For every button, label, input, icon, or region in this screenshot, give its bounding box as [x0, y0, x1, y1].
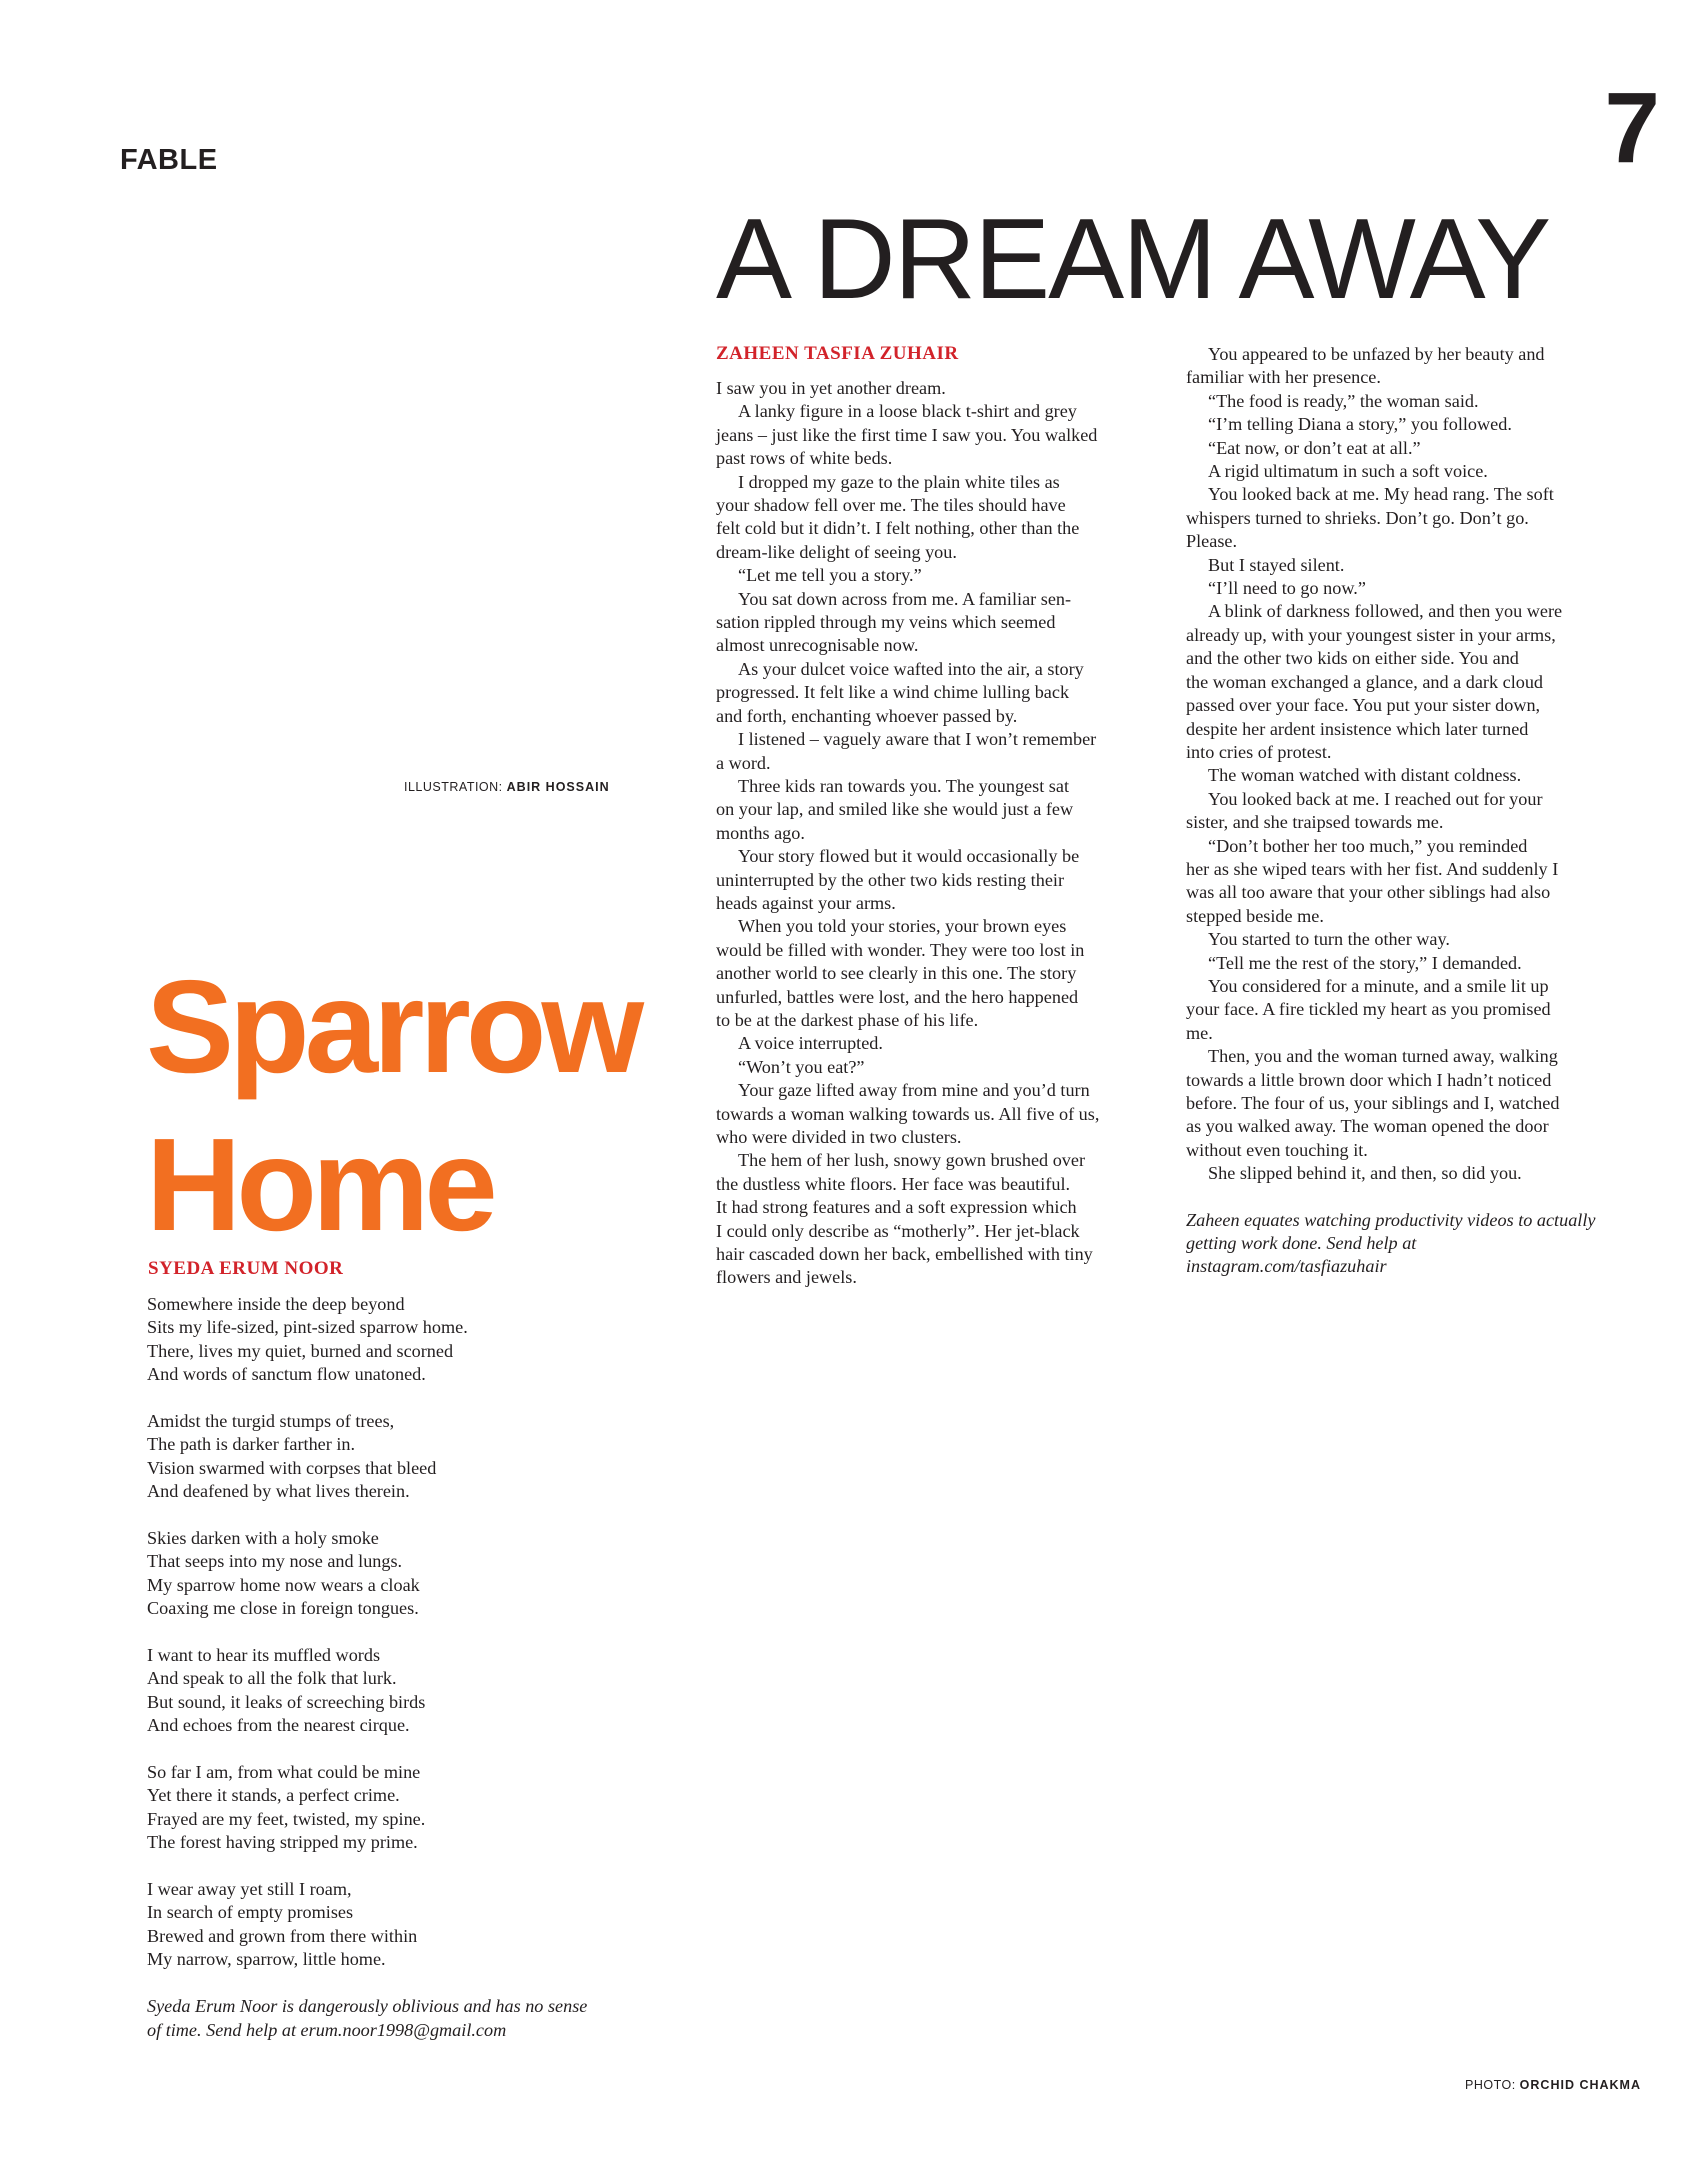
- story-line: towards a woman walking towards us. All five of us,: [716, 1103, 1100, 1124]
- illustration-credit: [404, 780, 610, 794]
- story-line: to be at the darkest phase of his life.: [716, 1009, 979, 1030]
- story-line: You appeared to be unfazed by her beauty and: [1208, 344, 1545, 364]
- story-line: into cries of protest.: [1186, 741, 1332, 762]
- poem-title-line-2: Home: [146, 1111, 493, 1258]
- illustration-credit-name: ABIR HOSSAIN: [506, 780, 610, 794]
- story-line: You considered for a minute, and a smile lit up: [1208, 975, 1549, 996]
- story-bio-line: instagram.com/tasfiazuhair: [1186, 1256, 1387, 1277]
- poem-line: The path is darker farther in.: [147, 1434, 356, 1455]
- story-line: familiar with her presence.: [1186, 367, 1381, 388]
- photo-credit-name: ORCHID CHAKMA: [1519, 2078, 1641, 2092]
- poem-bio-line: of time. Send help at erum.noor1998@gmail.com: [147, 2019, 507, 2040]
- story-line: “I’ll need to go now.”: [1208, 578, 1366, 599]
- poem-stanza: [147, 1293, 567, 1387]
- story-line: sation rippled through my veins which seemed: [716, 612, 1056, 633]
- story-line: past rows of white beds.: [716, 448, 893, 469]
- story-line: your face. A fire tickled my heart as you promised: [1186, 999, 1551, 1020]
- story-line: unfurled, battles were lost, and the hero happened: [716, 986, 1079, 1007]
- story-line: Your gaze lifted away from mine and you’d turn: [738, 1080, 1090, 1101]
- poem-author-bio: [147, 1995, 588, 2042]
- story-line: your shadow fell over me. The tiles should have: [716, 495, 1066, 516]
- story-line: I dropped my gaze to the plain white tiles as: [738, 471, 1060, 492]
- page-number: 7: [1604, 72, 1660, 184]
- poem-line: There, lives my quiet, burned and scorned: [147, 1340, 454, 1361]
- story-line: flowers and jewels.: [716, 1267, 857, 1288]
- story-headline: A DREAM AWAY: [716, 196, 1550, 323]
- story-byline: ZAHEEN TASFIA ZUHAIR: [716, 343, 959, 364]
- story-line: whispers turned to shrieks. Don’t go. Don’t go.: [1186, 507, 1529, 528]
- story-column-1: [716, 377, 1156, 1290]
- story-line: Your story flowed but it would occasionally be: [738, 846, 1080, 867]
- poem-stanza: [147, 1644, 567, 1738]
- story-line: as you walked away. The woman opened the door: [1186, 1116, 1549, 1137]
- story-line: without even touching it.: [1186, 1139, 1368, 1160]
- story-line: I could only describe as “motherly”. Her jet-black: [716, 1220, 1080, 1241]
- poem-line: Frayed are my feet, twisted, my spine.: [147, 1808, 426, 1829]
- poem-line: So far I am, from what could be mine: [147, 1762, 421, 1783]
- poem-line: I wear away yet still I roam,: [147, 1879, 352, 1900]
- story-line: A blink of darkness followed, and then you were: [1208, 601, 1563, 622]
- story-line: The hem of her lush, snowy gown brushed over: [738, 1150, 1086, 1171]
- story-line: stepped beside me.: [1186, 905, 1324, 926]
- story-line: was all too aware that your other siblings had also: [1186, 882, 1551, 903]
- story-line: uninterrupted by the other two kids resting their: [716, 869, 1065, 890]
- story-column-2: [1186, 343, 1626, 1279]
- story-line: I listened – vaguely aware that I won’t remember: [738, 729, 1097, 750]
- story-line: jeans – just like the first time I saw you. You walked: [716, 424, 1098, 445]
- story-line: “Won’t you eat?”: [738, 1056, 865, 1077]
- story-line: “I’m telling Diana a story,” you followed.: [1208, 414, 1512, 435]
- story-line: before. The four of us, your siblings and I, watched: [1186, 1093, 1560, 1113]
- story-line: She slipped behind it, and then, so did you.: [1208, 1163, 1522, 1184]
- story-line: You looked back at me. My head rang. The soft: [1208, 484, 1554, 505]
- poem-line: And words of sanctum flow unatoned.: [147, 1364, 426, 1385]
- story-line: already up, with your youngest sister in your arms,: [1186, 624, 1556, 645]
- story-line: It had strong features and a soft expression which: [716, 1197, 1077, 1218]
- poem-stanza: [147, 1527, 567, 1621]
- story-line: felt cold but it didn’t. I felt nothing, other than the: [716, 518, 1080, 539]
- poem-line: In search of empty promises: [147, 1902, 354, 1923]
- poem-line: Somewhere inside the deep beyond: [147, 1294, 405, 1314]
- story-line: “Let me tell you a story.”: [738, 565, 922, 586]
- poem-line: Brewed and grown from there within: [147, 1925, 418, 1946]
- story-line: A lanky figure in a loose black t-shirt and grey: [738, 401, 1077, 422]
- poem-line: Amidst the turgid stumps of trees,: [147, 1411, 395, 1432]
- story-line: “The food is ready,” the woman said.: [1208, 390, 1479, 411]
- story-line: You looked back at me. I reached out for your: [1208, 788, 1543, 809]
- poem-line: Yet there it stands, a perfect crime.: [147, 1785, 400, 1806]
- story-line: despite her ardent insistence which later turned: [1186, 718, 1529, 739]
- poem-line: The forest having stripped my prime.: [147, 1832, 418, 1853]
- poem-bio-line: Syeda Erum Noor is dangerously oblivious and has no sense: [147, 1996, 588, 2017]
- story-line: passed over your face. You put your sister down,: [1186, 695, 1541, 716]
- story-line: A voice interrupted.: [738, 1033, 883, 1054]
- story-line: “Tell me the rest of the story,” I demanded.: [1208, 952, 1522, 973]
- poem-line: My narrow, sparrow, little home.: [147, 1949, 386, 1970]
- poem-line: Vision swarmed with corpses that bleed: [147, 1457, 437, 1478]
- story-line: sister, and she traipsed towards me.: [1186, 812, 1444, 833]
- story-line: towards a little brown door which I hadn’t noticed: [1186, 1069, 1552, 1090]
- poem-byline: SYEDA ERUM NOOR: [148, 1258, 344, 1279]
- story-line: almost unrecognisable now.: [716, 635, 919, 656]
- story-line: When you told your stories, your brown eyes: [738, 916, 1067, 937]
- section-label: FABLE: [120, 144, 218, 176]
- story-line: on your lap, and smiled like she would just a few: [716, 799, 1074, 820]
- photo-credit-label: PHOTO:: [1464, 2078, 1516, 2092]
- story-line: a word.: [716, 752, 771, 773]
- story-line: who were divided in two clusters.: [716, 1127, 962, 1147]
- poem-line: I want to hear its muffled words: [147, 1645, 381, 1666]
- story-line: and forth, enchanting whoever passed by.: [716, 705, 1018, 726]
- story-line: the dustless white floors. Her face was beautiful.: [716, 1173, 1071, 1194]
- story-line: and the other two kids on either side. You and: [1186, 648, 1519, 669]
- poem-stanza: [147, 1410, 567, 1504]
- story-line: another world to see clearly in this one. The story: [716, 963, 1077, 984]
- story-line: But I stayed silent.: [1208, 554, 1345, 575]
- story-line: You sat down across from me. A familiar sen-: [738, 588, 1072, 609]
- poem-title: [146, 948, 639, 1264]
- story-line: heads against your arms.: [716, 892, 896, 913]
- poem-line: Sits my life-sized, pint-sized sparrow home.: [147, 1317, 468, 1338]
- story-line: “Eat now, or don’t eat at all.”: [1208, 437, 1421, 458]
- story-line: Then, you and the woman turned away, walking: [1208, 1046, 1558, 1067]
- poem-line: Skies darken with a holy smoke: [147, 1528, 379, 1549]
- poem-line: My sparrow home now wears a cloak: [147, 1574, 420, 1595]
- story-line: would be filled with wonder. They were too lost in: [716, 939, 1085, 960]
- story-line: the woman exchanged a glance, and a dark cloud: [1186, 671, 1544, 692]
- story-line: “Don’t bother her too much,” you reminded: [1208, 835, 1528, 856]
- poem-line: And speak to all the folk that lurk.: [147, 1668, 397, 1689]
- story-bio-line: getting work done. Send help at: [1186, 1233, 1417, 1254]
- poem-line: That seeps into my nose and lungs.: [147, 1551, 403, 1572]
- illustration-credit-label: ILLUSTRATION:: [404, 780, 503, 794]
- photo-credit: [1465, 2078, 1641, 2092]
- poem-line: Coaxing me close in foreign tongues.: [147, 1598, 419, 1619]
- story-line: As your dulcet voice wafted into the air, a story: [738, 658, 1084, 679]
- story-line: I saw you in yet another dream.: [716, 378, 946, 398]
- story-line: months ago.: [716, 822, 805, 843]
- poem-stanza: [147, 1761, 567, 1855]
- poem-title-line-1: Sparrow: [146, 953, 640, 1100]
- story-line: hair cascaded down her back, embellished with tiny: [716, 1244, 1093, 1265]
- story-line: progressed. It felt like a wind chime lulling back: [716, 682, 1070, 703]
- story-bio-line: Zaheen equates watching productivity videos to actually: [1186, 1209, 1596, 1230]
- story-line: You started to turn the other way.: [1208, 929, 1450, 950]
- story-line: The woman watched with distant coldness.: [1208, 765, 1522, 786]
- poem-line: But sound, it leaks of screeching birds: [147, 1691, 426, 1712]
- poem-line: And echoes from the nearest cirque.: [147, 1715, 410, 1736]
- poem-stanza: [147, 1878, 567, 1972]
- poem-line: And deafened by what lives therein.: [147, 1481, 410, 1502]
- poem-body: [147, 1293, 588, 2042]
- story-line: Three kids ran towards you. The youngest sat: [738, 775, 1070, 796]
- story-line: A rigid ultimatum in such a soft voice.: [1208, 461, 1488, 482]
- story-line: dream-like delight of seeing you.: [716, 541, 957, 562]
- story-line: me.: [1186, 1022, 1213, 1043]
- story-line: Please.: [1186, 531, 1238, 552]
- story-line: her as she wiped tears with her fist. And suddenly I: [1186, 858, 1559, 879]
